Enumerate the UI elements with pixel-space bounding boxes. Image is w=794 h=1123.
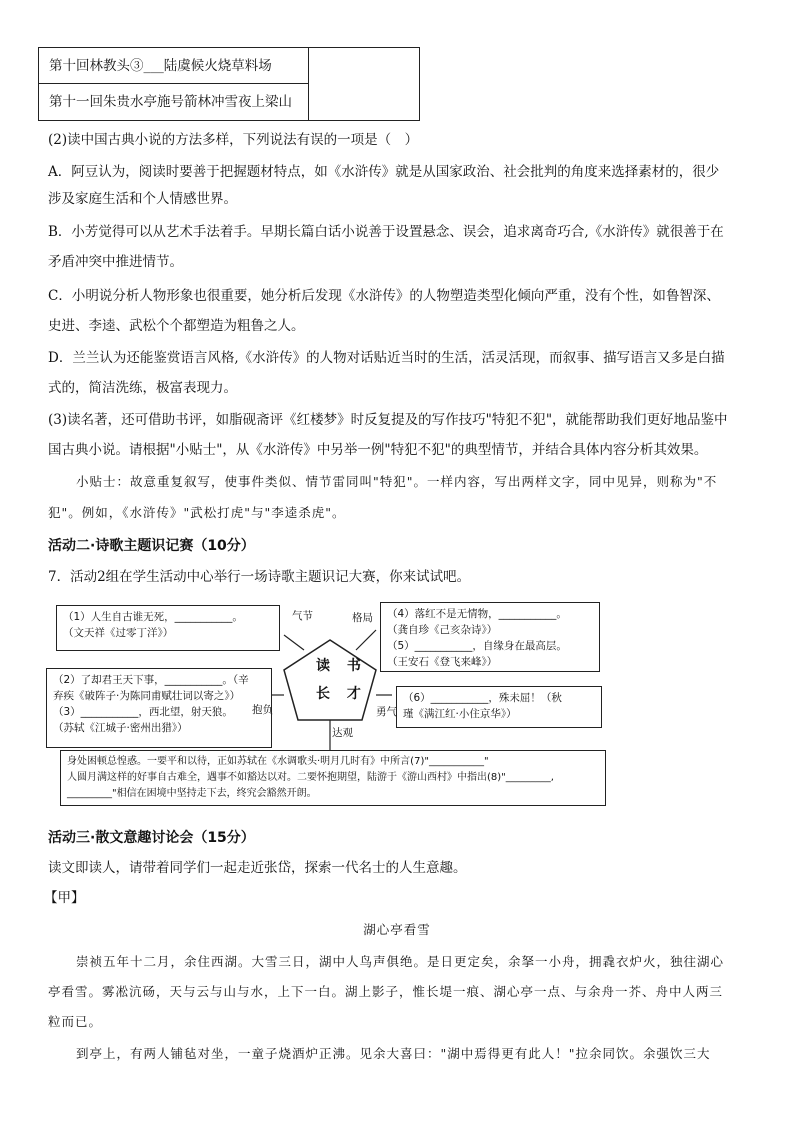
center-text-2: 长 才 xyxy=(316,686,367,702)
question-7: 7．活动2组在学生活动中心举行一场诗歌主题识记大赛，你来试试吧。 xyxy=(48,569,471,585)
label-yongqi: 勇气 xyxy=(376,706,397,718)
option-a: A．阿豆认为，阅读时要善于把握题材特点，如《水浒传》就是从国家政治、社会批判的角度来选择素材的，很少 xyxy=(48,164,720,180)
option-c-cont: 史进、李逵、武松个个都塑造为粗鲁之人。 xyxy=(48,318,305,334)
box-text: （苏轼《江城子·密州出猎》） xyxy=(53,722,188,734)
activity-3-title: 活动三·散文意趣讨论会（15分） xyxy=(48,830,255,846)
option-b: B．小芳觉得可以从艺术手法着手。早期长篇白话小说善于设置悬念、误会，追求离奇巧合,《水浒传》就很善于在 xyxy=(48,224,724,240)
box-text: 身处困顿总惶惑。一要平和以待，正如苏轼在《水调歌头·明月几时有》中所言(7)"___________" xyxy=(67,756,489,767)
tip-line2: 犯"。例如，《水浒传》"武松打虎"与"李逵杀虎"。 xyxy=(48,505,346,520)
chapter-table xyxy=(38,47,420,121)
activity-3-intro: 读文即读人，请带着同学们一起走近张岱，探索一代名士的人生意趣。 xyxy=(48,860,467,876)
box-qijie xyxy=(56,605,280,651)
question-2-stem: (2)读中国古典小说的方法多样，下列说法有误的一项是（ ） xyxy=(48,132,419,148)
table-row: 第十回林教头③___陆虞候火烧草料场 xyxy=(39,48,309,84)
essay-p1-line1: 崇祯五年十二月，余住西湖。大雪三日，湖中人鸟声俱绝。是日更定矣，余拏一小舟，拥毳衣炉火，独往湖心 xyxy=(76,954,725,969)
essay-p1-line3: 粒而已。 xyxy=(48,1014,103,1029)
box-daguan xyxy=(60,750,606,806)
question-3-line1: (3)读名著，还可借助书评，如脂砚斋评《红楼梦》时反复提及的写作技巧"特犯不犯"，就能帮助我们更好地品鉴中 xyxy=(48,412,728,428)
box-text: 瑾《满江红·小住京华》） xyxy=(403,708,517,720)
tip-line1: 小贴士：故意重复叙写，使事件类似、情节雷同叫"特犯"。一样内容，写出两样文字，同中见异，则称为"不 xyxy=(76,474,718,489)
essay-p2-line1: 到亭上，有两人铺毡对坐，一童子烧酒炉正沸。见余大喜曰："湖中焉得更有此人！"拉余同饮。余强饮三大 xyxy=(76,1046,711,1061)
option-d-cont: 式的，简洁洗练，极富表现力。 xyxy=(48,380,237,396)
box-text: （龚自珍《己亥杂诗》） xyxy=(387,624,498,636)
option-a-cont: 涉及家庭生活和个人情感世界。 xyxy=(48,191,237,207)
label-geju: 格局 xyxy=(352,612,373,624)
label-baofu: 抱负 xyxy=(252,704,273,716)
option-d: D．兰兰认为还能鉴赏语言风格,《水浒传》的人物对话贴近当时的生活，活灵活现，而叙事、描写语言又多是白描 xyxy=(48,350,725,366)
box-text: _________"相信在困境中坚持走下去，终究会豁然开朗。 xyxy=(67,788,317,799)
box-text: （文天祥《过零丁洋》） xyxy=(63,627,174,639)
center-text-1: 读 书 xyxy=(316,658,367,674)
box-text: （王安石《登飞来峰》） xyxy=(387,656,498,668)
box-geju xyxy=(380,602,600,672)
label-daguan: 达观 xyxy=(332,727,353,739)
option-b-cont: 矛盾冲突中推进情节。 xyxy=(48,254,183,270)
box-text: （6）___________，殊未屈！（秋 xyxy=(403,692,562,704)
box-text: （3）___________，西北望，射天狼。 xyxy=(53,706,233,718)
option-c: C．小明说分析人物形象也很重要，她分析后发现《水浒传》的人物塑造类型化倾向严重，没有个性，如鲁智深、 xyxy=(48,288,720,304)
essay-p1-line2: 亭看雪。雾凇沆砀，天与云与山与水，上下一白。湖上影子，惟长堤一痕、湖心亭一点、与余舟一芥、舟中人两三 xyxy=(48,984,724,999)
box-yongqi xyxy=(396,686,602,728)
label-qijie: 气节 xyxy=(292,610,313,622)
section-jia: 【甲】 xyxy=(44,890,85,906)
box-text: （1）人生自古谁无死，___________。 xyxy=(63,611,243,623)
essay-title: 湖心亭看雪 xyxy=(363,922,431,937)
box-text: （2）了却君王天下事，___________。（辛 xyxy=(53,674,249,686)
box-text: （5）___________，自缘身在最高层。 xyxy=(387,640,567,652)
table-row: 第十一回朱贵水亭施号箭林冲雪夜上梁山 xyxy=(39,84,309,120)
activity-2-title: 活动二·诗歌主题识记赛（10分） xyxy=(48,538,255,554)
poetry-diagram xyxy=(46,600,606,808)
question-3-line2: 国古典小说。请根据"小贴士"，从《水浒传》中另举一例"特犯不犯"的典型情节，并结合具体内容分析其效果。 xyxy=(48,442,708,458)
box-baofu xyxy=(46,668,272,748)
box-text: （4）落红不是无情物，___________。 xyxy=(387,608,567,620)
box-text: 人圆月满这样的好事自古难全，遇事不如豁达以对。二要怀抱期望，陆游于《游山西村》中指出(8)"_________, xyxy=(67,772,554,783)
box-text: 弃疾《破阵子·为陈同甫赋壮词以寄之》） xyxy=(53,690,241,702)
